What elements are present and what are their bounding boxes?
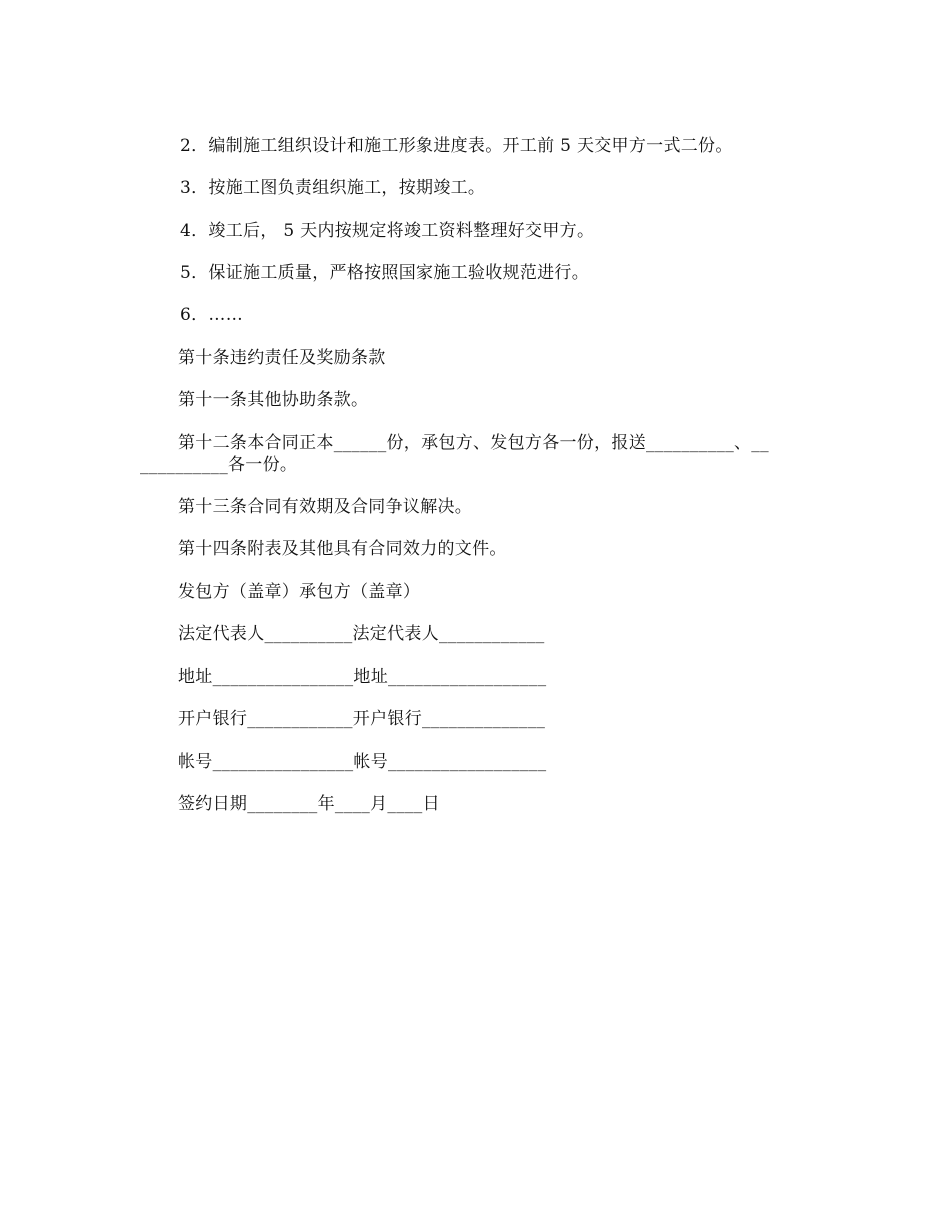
sign-date-line: 签约日期________年____月____日 [178,794,440,814]
item-text: 按施工图负责组织施工，按期竣工。 [208,178,486,198]
account-line: 帐号________________帐号__________________ [178,752,547,772]
signature-parties: 发包方（盖章）承包方（盖章） [178,582,421,602]
article-13: 第十三条合同有效期及合同争议解决。 [178,497,473,517]
item-number: 3． [180,178,209,198]
list-item [180,178,485,199]
article-12-line1: 第十二条本合同正本______份，承包方、发包方各一份，报送__________、__ [178,433,769,453]
article-14: 第十四条附表及其他具有合同效力的文件。 [178,539,507,559]
list-item [180,263,589,284]
bank-line: 开户银行____________开户银行______________ [178,709,546,729]
item-number: 4． [180,221,209,241]
item-number: 2． [180,136,209,156]
list-item [180,136,733,157]
list-item [180,221,594,242]
article-10: 第十条违约责任及奖励条款 [178,348,386,368]
address-line: 地址________________地址__________________ [178,667,547,687]
article-11: 第十一条其他协助条款。 [178,390,369,410]
item-text: 保证施工质量，严格按照国家施工验收规范进行。 [208,263,590,283]
item-text: 竣工后， 5 天内按规定将竣工资料整理好交甲方。 [208,221,595,241]
article-12-line2: __________各一份。 [140,455,298,475]
item-text: 编制施工组织设计和施工形象进度表。开工前 5 天交甲方一式二份。 [208,136,733,156]
item-text: …… [208,305,244,325]
list-item [180,305,243,326]
item-number: 6． [180,305,209,325]
item-number: 5． [180,263,209,283]
legal-representative-line: 法定代表人__________法定代表人____________ [178,624,545,644]
